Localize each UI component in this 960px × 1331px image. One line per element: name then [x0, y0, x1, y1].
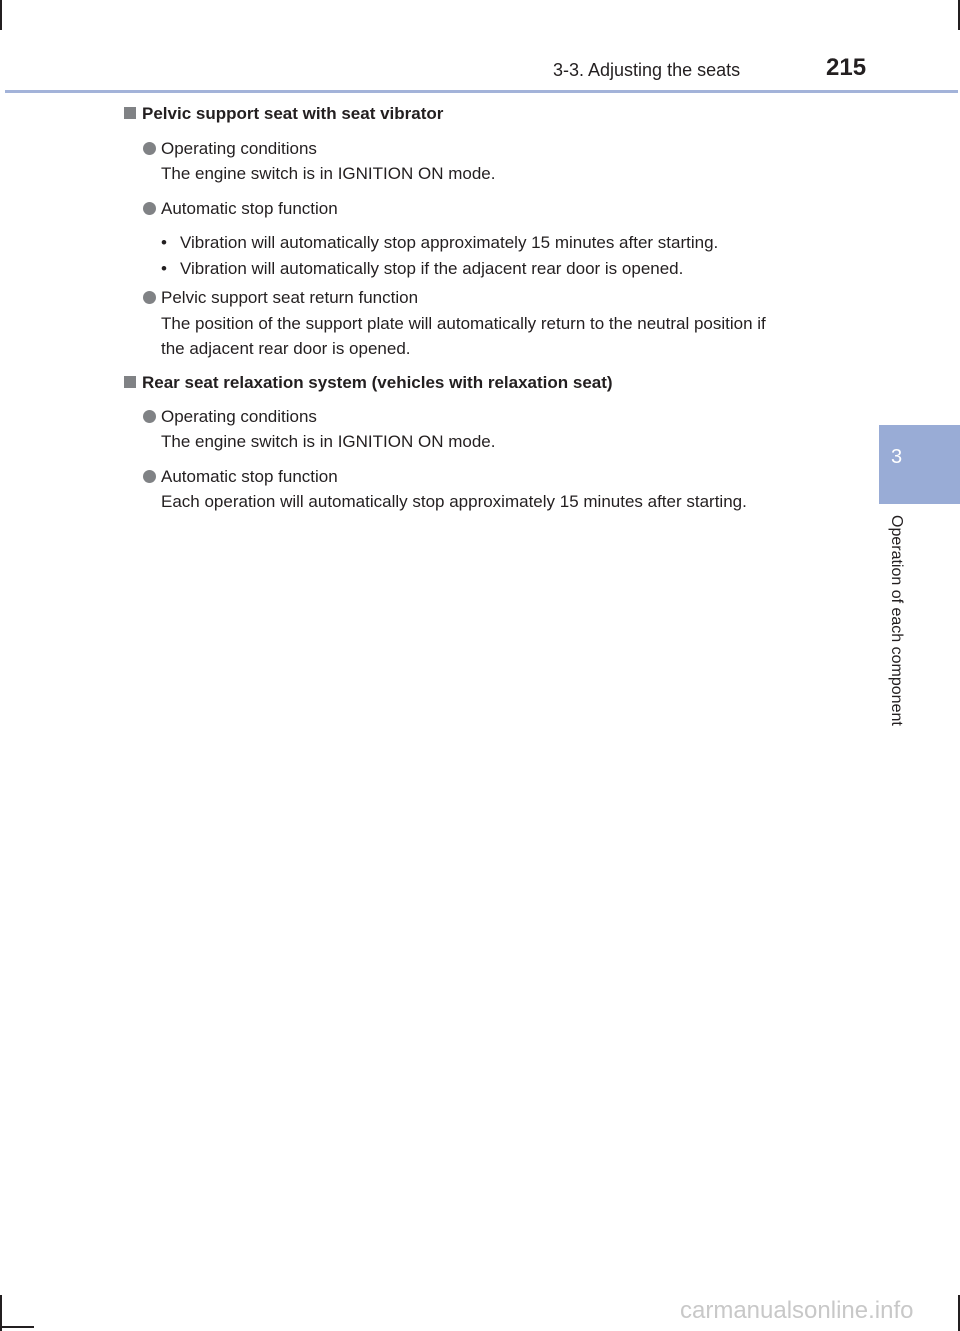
section-heading — [124, 373, 613, 393]
sub-bullet-text: Vibration will automatically stop approximately 15 minutes after starting. — [180, 233, 719, 252]
section-title: 3-3. Adjusting the seats — [553, 60, 741, 80]
bullet-item — [143, 467, 338, 487]
body-text: Each operation will automatically stop approximately 15 minutes after starting. — [161, 492, 747, 511]
sub-bullet-text: Vibration will automatically stop if the adjacent rear door is opened. — [180, 259, 684, 278]
section-heading — [124, 104, 443, 124]
circle-bullet-icon — [143, 410, 156, 423]
body-text: The engine switch is in IGNITION ON mode. — [161, 164, 496, 183]
dot-bullet-icon: • — [161, 233, 167, 252]
square-bullet-icon — [124, 107, 136, 119]
bullet-title: Pelvic support seat return function — [161, 288, 419, 307]
crop-mark-top-left — [0, 0, 2, 30]
body-text: The engine switch is in IGNITION ON mode. — [161, 432, 496, 451]
bullet-item — [143, 407, 317, 427]
crop-mark-bottom-left-h — [0, 1326, 34, 1328]
circle-bullet-icon — [143, 202, 156, 215]
circle-bullet-icon — [143, 291, 156, 304]
circle-bullet-icon — [143, 142, 156, 155]
section-heading-text: Pelvic support seat with seat vibrator — [142, 104, 444, 123]
bullet-title: Operating conditions — [161, 407, 317, 426]
bullet-title: Automatic stop function — [161, 467, 338, 486]
bullet-item — [143, 288, 418, 308]
chapter-number: 3 — [891, 446, 903, 468]
bullet-title: Operating conditions — [161, 139, 317, 158]
bullet-item — [143, 199, 338, 219]
sub-bullet-item — [161, 233, 718, 253]
circle-bullet-icon — [143, 470, 156, 483]
square-bullet-icon — [124, 376, 136, 388]
body-text: The position of the support plate will automatically return to the neutral position if — [161, 314, 766, 333]
section-heading-text: Rear seat relaxation system (vehicles with relaxation seat) — [142, 373, 613, 392]
bullet-title: Automatic stop function — [161, 199, 338, 218]
dot-bullet-icon: • — [161, 259, 167, 278]
sub-bullet-item — [161, 259, 683, 279]
header-rule — [5, 90, 958, 93]
chapter-label: Operation of each component — [888, 515, 905, 726]
page-number: 215 — [826, 54, 867, 81]
bullet-item — [143, 139, 317, 159]
watermark: carmanualsonline.info — [680, 1297, 914, 1324]
body-text: the adjacent rear door is opened. — [161, 339, 411, 358]
